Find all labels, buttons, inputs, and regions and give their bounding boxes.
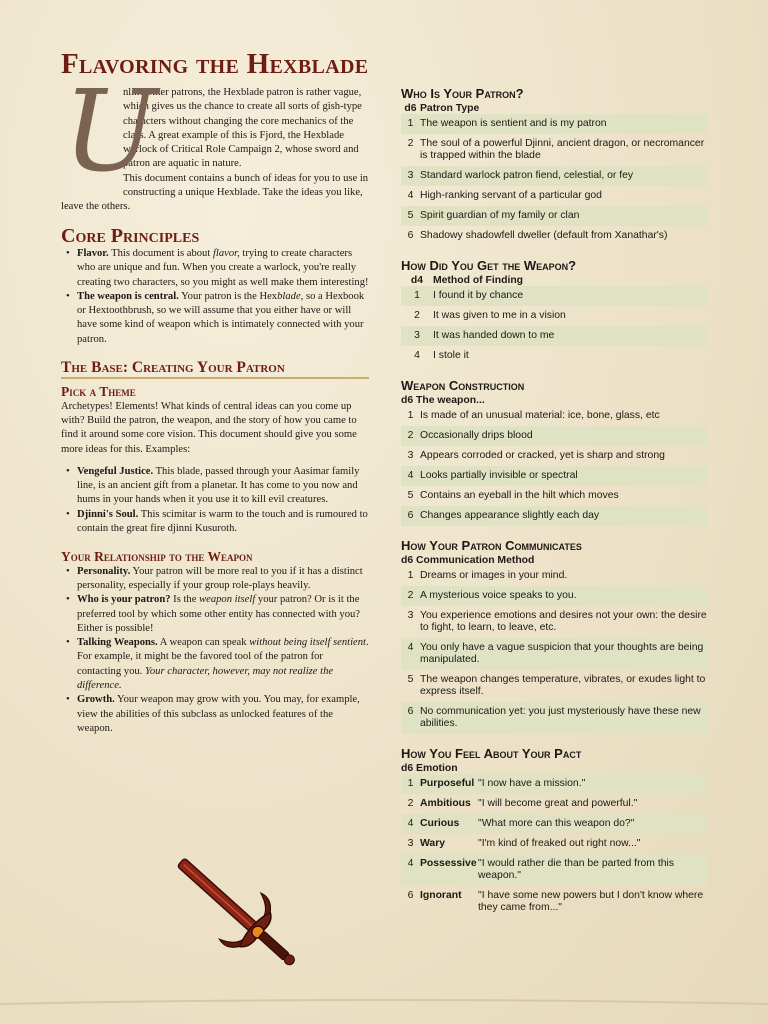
relationship-heading: Your Relationship to the Weapon bbox=[61, 549, 253, 565]
left-column bbox=[61, 67, 369, 736]
table-header: d4 Method of Finding bbox=[410, 275, 524, 286]
base-heading: The Base: Creating Your Patron bbox=[61, 361, 369, 379]
core-principles-list bbox=[63, 247, 369, 347]
table-patron bbox=[401, 86, 707, 246]
theme-heading: Pick a Theme bbox=[61, 384, 136, 400]
table-row: 1 Is made of an unusual material: ice, bone, glass, etc bbox=[407, 410, 660, 421]
table-row: 6 Shadowy shadowfell dweller (default from Xanathar's) bbox=[407, 230, 668, 241]
examples-list bbox=[63, 465, 369, 536]
sword-icon bbox=[165, 836, 315, 991]
table-row: 5 Spirit guardian of my family or clan bbox=[401, 206, 707, 226]
table-row: 4 I stole it bbox=[414, 350, 469, 361]
table-row: 6 No communication yet: you just mysteriously have these new abilities. bbox=[401, 702, 707, 734]
table-row: 5 Contains an eyeball in the hilt which moves bbox=[407, 490, 619, 501]
list-item: • Personality. Your patron will be more real to you if it has a distinct personality, especially if your group role-plays heavily. bbox=[63, 565, 369, 594]
table-row: 1 Dreams or images in your mind. bbox=[407, 570, 568, 581]
table-row: 3 Appears corroded or cracked, yet is sharp and strong bbox=[407, 450, 665, 461]
table-row: 6 Changes appearance slightly each day bbox=[401, 506, 707, 526]
core-principles-heading: Core Principles bbox=[61, 224, 200, 247]
table-row: 2 Ambitious "I will become great and powerful." bbox=[407, 798, 638, 809]
table-row: 4 Possessive "I would rather die than be parted from this weapon." bbox=[401, 854, 707, 886]
table-header: d6 Patron Type bbox=[404, 103, 480, 114]
table-row: 2 The soul of a powerful Djinni, ancient dragon, or necromancer is trapped within the blade bbox=[407, 138, 705, 161]
list-item: • Vengeful Justice. This blade, passed through your Aasimar family line, is an ancient gift from a planetar. It has come to you now and hums in your hands when it you use it to kill evil creatures. bbox=[63, 465, 369, 508]
table-weapon bbox=[401, 258, 707, 366]
table-heading: How Your Patron Communicates bbox=[401, 538, 582, 553]
page-title: Flavoring the Hexblade bbox=[61, 48, 369, 80]
table-row: 3 Standard warlock patron fiend, celestial, or fey bbox=[401, 166, 707, 186]
right-column bbox=[401, 86, 707, 918]
table-row: 1 Purposeful "I now have a mission." bbox=[401, 774, 707, 794]
table-row: 3 It was handed down to me bbox=[401, 326, 707, 346]
table-row: 3 Wary "I'm kind of freaked out right now..." bbox=[407, 838, 641, 849]
table-row: 4 High-ranking servant of a particular god bbox=[407, 190, 602, 201]
table-row: 3 You experience emotions and desires not your own: the desire to fight, to learn, to leave, etc. bbox=[407, 610, 707, 633]
list-item: • Who is your patron? Is the weapon itself your patron? Or is it the preferred tool by which some other entity has connected with you? Either is possible! bbox=[63, 593, 369, 636]
table-heading: Who Is Your Patron? bbox=[401, 86, 524, 101]
table-header: d6 Emotion bbox=[401, 763, 458, 774]
intro-paragraph: nlike other patrons, the Hexblade patron is rather vague, which gives us the chance to create all sorts of gish-type characters without changing the core mechanics of the class. A great example of this is Fjord, the Hexblade warlock of Critical Role Campaign 2, whose sword and patron are aquatic in nature. bbox=[123, 87, 362, 170]
table-heading: How Did You Get the Weapon? bbox=[401, 258, 577, 273]
table-row: 1 The weapon is sentient and is my patron bbox=[401, 114, 707, 134]
table-heading: Weapon Construction bbox=[401, 378, 525, 393]
table-row: 4 You only have a vague suspicion that your thoughts are being manipulated. bbox=[401, 638, 707, 670]
table-header: d6 Communication Method bbox=[401, 555, 535, 566]
list-item: • Flavor. This document is about flavor, trying to create characters who are unique and fun. When you create a warlock, you're really creating two characters, so you might as well make them interesting! bbox=[63, 247, 369, 290]
table-row: 4 Curious "What more can this weapon do?" bbox=[401, 814, 707, 834]
table-construction bbox=[401, 378, 707, 526]
footer-divider bbox=[0, 998, 768, 1006]
table-communication bbox=[401, 538, 707, 734]
table-row: 4 Looks partially invisible or spectral bbox=[401, 466, 707, 486]
table-row: 1 I found it by chance bbox=[401, 286, 707, 306]
relationship-list bbox=[63, 565, 369, 737]
table-row: 6 Ignorant "I have some new powers but I don't know where they came from..." bbox=[407, 890, 704, 913]
list-item: • Talking Weapons. A weapon can speak without being itself sentient. For example, it might be the favored tool of the patron for contacting you. Your character, however, may not realize the difference. bbox=[63, 636, 369, 693]
table-row: 2 A mysterious voice speaks to you. bbox=[401, 586, 707, 606]
table-header: d6 The weapon... bbox=[401, 395, 485, 406]
table-row: 5 The weapon changes temperature, vibrates, or exudes light to express itself. bbox=[407, 674, 706, 697]
table-heading: How You Feel About Your Pact bbox=[401, 746, 582, 761]
table-row: 2 It was given to me in a vision bbox=[414, 310, 566, 321]
theme-text: Archetypes! Elements! What kinds of central ideas can you come up with? Build the patron, the weapon, and the story of how you came to find it around some core vision. This document should give you some more ideas for this. Examples: bbox=[61, 400, 357, 455]
dropcap-icon bbox=[61, 67, 158, 197]
intro bbox=[61, 67, 369, 215]
list-item: • Djinni's Soul. This scimitar is warm to the touch and is rumoured to contain the great fire djinni Kusuroth. bbox=[63, 508, 369, 537]
table-row: 2 Occasionally drips blood bbox=[401, 426, 707, 446]
list-item: • The weapon is central. Your patron is the Hexblade, so a Hexbook or Hextoothbrush, so we will assume that you either have or will have some kind of weapon which is intimately connected with your patron. bbox=[63, 290, 369, 347]
intro-paragraph-2: This document contains a bunch of ideas for you to use in constructing a unique Hexblade. Take the ideas you like, leave the others. bbox=[61, 172, 369, 213]
table-pact bbox=[401, 746, 707, 918]
dropcap-letter: U bbox=[63, 67, 158, 197]
list-item: • Growth. Your weapon may grow with you. You may, for example, view the abilities of this subclass as unlocked features of the weapon. bbox=[63, 693, 369, 736]
